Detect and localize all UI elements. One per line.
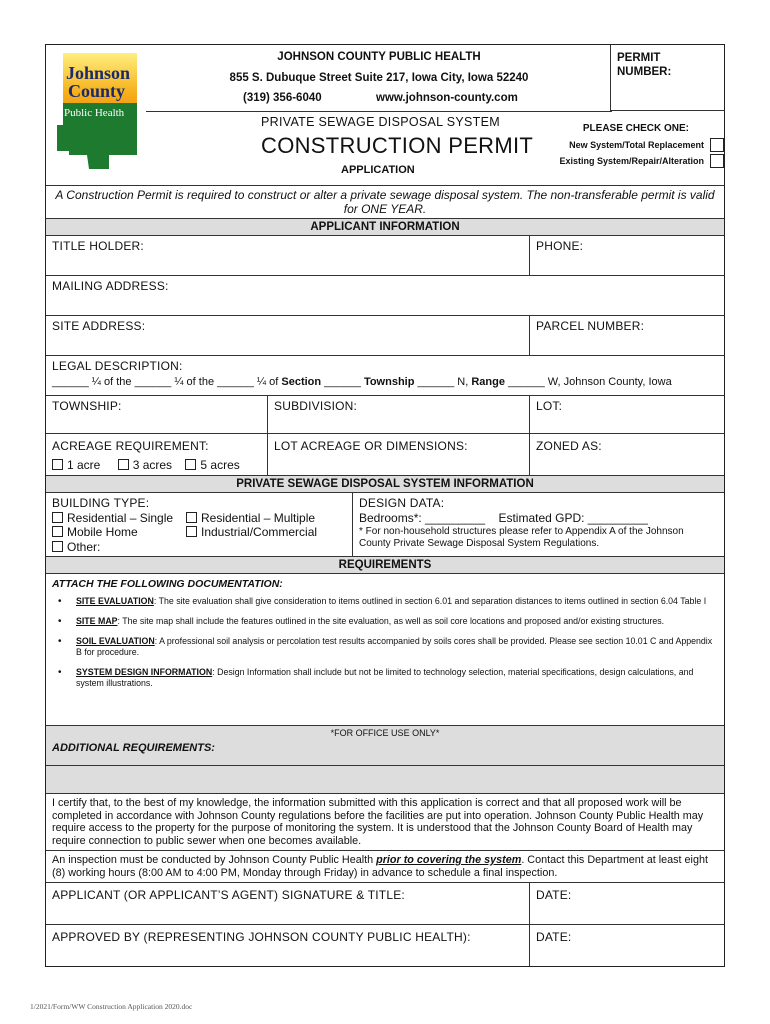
- check-new-system-label: New System/Total Replacement: [569, 140, 704, 150]
- inspection-text: [46, 851, 724, 882]
- building-type-field: [46, 493, 352, 556]
- certify-row: [46, 793, 724, 850]
- industrial-label: Industrial/Commercial: [201, 525, 318, 539]
- gpd-field[interactable]: Estimated GPD: _________: [498, 510, 648, 525]
- other-label: Other:: [67, 539, 101, 554]
- requirement-text: : The site evaluation shall give consideration to items outlined in section 6.01 and separation distances to items outlined in section 6.04 Table I: [153, 596, 707, 606]
- title-holder-field[interactable]: TITLE HOLDER:: [52, 239, 144, 253]
- applicant-date-field[interactable]: DATE:: [529, 883, 724, 924]
- phone-field[interactable]: PHONE:: [529, 236, 724, 275]
- additional-requirements-label: ADDITIONAL REQUIREMENTS:: [52, 742, 215, 754]
- mailing-address-field[interactable]: MAILING ADDRESS:: [52, 279, 169, 293]
- township-field[interactable]: TOWNSHIP:: [52, 399, 122, 413]
- res-multiple-option[interactable]: [186, 511, 315, 526]
- mobile-home-option[interactable]: [52, 525, 186, 540]
- intro-row: [46, 185, 724, 218]
- org-name: JOHNSON COUNTY PUBLIC HEALTH: [277, 51, 481, 63]
- requirement-title: SITE EVALUATION: [76, 596, 154, 606]
- legal-description-template: [52, 376, 718, 388]
- acre-5-label: 5 acres: [200, 458, 240, 472]
- certify-text: I certify that, to the best of my knowledge, the information submitted with this application is correct and that all proposed work will be completed in accordance with Johnson County regulations before the facilities are put into operation. Johnson County Public Health may require access to the property for the purpose of monitoring the system. It is understood that the Johnson County Board of Health may require connection to public sewer when one becomes available.: [52, 797, 704, 847]
- check-one-label: PLEASE CHECK ONE:: [582, 123, 689, 134]
- header-center: [146, 45, 724, 185]
- requirements-section-title: REQUIREMENTS: [46, 557, 724, 573]
- org-website: www.johnson-county.com: [376, 92, 518, 104]
- site-address-field[interactable]: SITE ADDRESS:: [52, 319, 146, 333]
- header-divider: [146, 111, 612, 112]
- approved-by-row: [46, 924, 724, 966]
- design-data-note: * For non-household structures please refer to Appendix A of the Johnson County Private Sewage Disposal System Regulations.: [359, 526, 684, 549]
- mobile-home-checkbox[interactable]: [52, 526, 63, 537]
- inspection-emphasis: prior to covering the system: [376, 854, 522, 866]
- system-label: PRIVATE SEWAGE DISPOSAL SYSTEM: [261, 115, 500, 129]
- legal-section-label: Section: [281, 376, 322, 388]
- applicant-signature-field[interactable]: APPLICANT (OR APPLICANT’S AGENT) SIGNATURE & TITLE:: [52, 888, 405, 902]
- title-holder-row: [46, 235, 724, 275]
- acre-3-option[interactable]: [118, 458, 172, 472]
- parcel-number-field[interactable]: PARCEL NUMBER:: [529, 316, 724, 355]
- acreage-options: [52, 458, 261, 472]
- requirements-list: [46, 596, 724, 700]
- system-section-title: PRIVATE SEWAGE DISPOSAL SYSTEM INFORMATION: [46, 476, 724, 492]
- approved-by-field[interactable]: APPROVED BY (REPRESENTING JOHNSON COUNTY PUBLIC HEALTH):: [52, 930, 471, 944]
- logo-text-county: County: [68, 81, 126, 101]
- legal-township-label: Township: [363, 376, 415, 388]
- applicant-section-title: APPLICANT INFORMATION: [46, 219, 724, 235]
- inspection-part-2: . Contact this Department at least eight (8) working hours (8:00 AM to 4:00 PM, Monday through Friday) in advance to schedule a final inspection.: [52, 854, 708, 879]
- system-info-row: [46, 492, 724, 556]
- applicant-section-header: [46, 218, 724, 235]
- industrial-checkbox[interactable]: [186, 526, 197, 537]
- office-use-row: [46, 725, 724, 765]
- check-existing-system-box[interactable]: [710, 154, 724, 168]
- header-row: [46, 45, 724, 185]
- building-type-label: BUILDING TYPE:: [52, 496, 150, 510]
- permit-number-label: PERMIT NUMBER:: [617, 52, 672, 78]
- requirement-text: : A professional soil analysis or percolation test results accompanied by soils cores shall be provided. Please see section 10.01 C and Appendix B for procedure.: [76, 636, 713, 657]
- requirements-section-header: [46, 556, 724, 573]
- requirement-item: [54, 596, 716, 607]
- logo-text-public-health: Public Health: [64, 107, 125, 119]
- acreage-requirement-label: ACREAGE REQUIREMENT:: [52, 439, 209, 453]
- office-use-label: *FOR OFFICE USE ONLY*: [330, 728, 440, 738]
- acreage-requirement-field: [46, 434, 267, 475]
- inspection-part-1: An inspection must be conducted by Johnson County Public Health: [52, 854, 377, 866]
- building-type-row-1: [52, 511, 346, 526]
- other-checkbox[interactable]: [52, 541, 63, 552]
- requirement-text: : The site map shall include the features outlined in the site evaluation, as well as soil core locations and proposed and/or existing structures.: [117, 616, 665, 626]
- attach-documentation-label: ATTACH THE FOLLOWING DOCUMENTATION:: [52, 578, 283, 590]
- logo-text-johnson: Johnson: [66, 63, 131, 83]
- acre-5-checkbox[interactable]: [185, 459, 196, 470]
- inspection-row: [46, 850, 724, 882]
- org-phone: (319) 356-6040: [243, 92, 322, 104]
- other-option[interactable]: [52, 540, 346, 555]
- requirement-item: [54, 616, 716, 627]
- bedrooms-field[interactable]: Bedrooms*: _________: [359, 510, 486, 525]
- legal-description-field[interactable]: [46, 356, 724, 395]
- site-address-row: [46, 315, 724, 355]
- check-new-system-box[interactable]: [710, 138, 724, 152]
- lot-acreage-field[interactable]: LOT ACREAGE OR DIMENSIONS:: [267, 434, 529, 475]
- building-type-row-2: [52, 525, 346, 540]
- acre-5-option[interactable]: [185, 458, 239, 472]
- form-title: CONSTRUCTION PERMIT: [261, 133, 534, 158]
- approved-date-field[interactable]: DATE:: [529, 925, 724, 966]
- logo-cell: [46, 45, 146, 185]
- check-existing-system[interactable]: [559, 154, 724, 168]
- design-data-inputs: [359, 511, 718, 526]
- legal-county: ______ W, Johnson County, Iowa: [504, 376, 672, 388]
- acre-1-checkbox[interactable]: [52, 459, 63, 470]
- requirement-item: [54, 636, 716, 658]
- requirements-body: [46, 573, 724, 725]
- acre-1-label: 1 acre: [67, 458, 101, 472]
- acre-3-label: 3 acres: [132, 458, 173, 472]
- acreage-row: [46, 433, 724, 475]
- subdivision-field[interactable]: SUBDIVISION:: [267, 396, 529, 433]
- legal-blank-2: ______ N,: [414, 376, 472, 388]
- zoned-as-field[interactable]: ZONED AS:: [529, 434, 724, 475]
- res-single-label: Residential – Single: [67, 510, 174, 525]
- office-use-spacer: [46, 765, 724, 793]
- check-new-system[interactable]: [569, 138, 724, 152]
- form-subtitle: APPLICATION: [341, 164, 415, 176]
- legal-description-label: LEGAL DESCRIPTION:: [52, 359, 183, 373]
- requirement-title: SOIL EVALUATION: [76, 636, 155, 646]
- permit-application-form: [45, 44, 725, 967]
- design-data-label: DESIGN DATA:: [359, 496, 445, 510]
- footer-filename: 1/2021/Form/WW Construction Application 2020.doc: [30, 1002, 193, 1011]
- requirement-title: SYSTEM DESIGN INFORMATION: [76, 667, 213, 677]
- lot-field[interactable]: LOT:: [529, 396, 724, 433]
- mailing-address-row: [46, 275, 724, 315]
- permit-number-box[interactable]: [610, 45, 724, 111]
- org-address: 855 S. Dubuque Street Suite 217, Iowa City, Iowa 52240: [229, 72, 529, 84]
- industrial-option[interactable]: [186, 525, 317, 540]
- acre-1-option[interactable]: [52, 458, 100, 472]
- res-multiple-label: Residential – Multiple: [201, 510, 316, 525]
- requirement-title: SITE MAP: [76, 616, 118, 626]
- res-single-option[interactable]: [52, 511, 186, 526]
- check-existing-system-label: Existing System/Repair/Alteration: [559, 156, 704, 166]
- intro-text: A Construction Permit is required to construct or alter a private sewage disposal system. The non-transferable permit is valid for ONE YEAR.: [55, 188, 715, 216]
- legal-quarters: ______ ¼ of the ______ ¼ of the ______ ¼ of: [52, 376, 282, 388]
- legal-range-label: Range: [471, 376, 505, 388]
- res-single-checkbox[interactable]: [52, 512, 63, 523]
- requirement-item: [54, 667, 716, 689]
- system-section-header: [46, 475, 724, 492]
- res-multiple-checkbox[interactable]: [186, 512, 197, 523]
- township-row: [46, 395, 724, 433]
- acre-3-checkbox[interactable]: [118, 459, 129, 470]
- applicant-signature-row: [46, 882, 724, 924]
- design-data-field: [352, 493, 724, 556]
- legal-description-row: [46, 355, 724, 395]
- legal-blank-1: ______: [321, 376, 364, 388]
- requirement-text: : Design Information shall include but not be limited to technology selection, material specifications, design calculations, and system illustrations.: [76, 667, 694, 688]
- mobile-home-label: Mobile Home: [67, 525, 138, 539]
